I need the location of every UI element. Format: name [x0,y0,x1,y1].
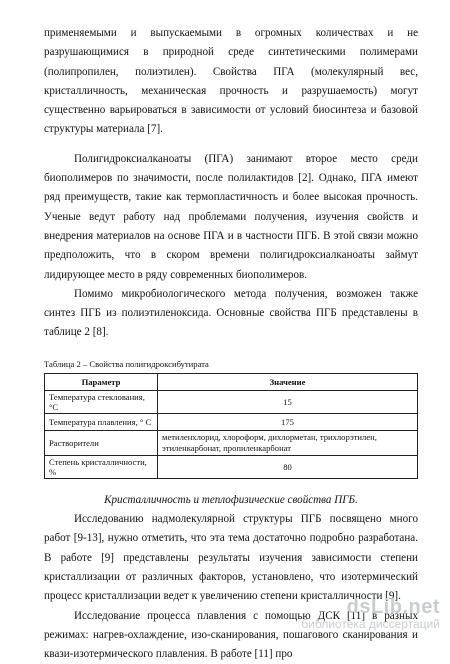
row-parameter: Растворители [45,430,158,455]
row-parameter: Степень кристалличности, % [45,455,158,478]
document-page [44,24,418,664]
table-row [45,413,418,430]
row-parameter: Температура стеклования, °С [45,390,158,413]
watermark-subtitle: библиотека диссертаций [301,617,440,631]
row-value: 175 [158,413,418,430]
table-row [45,430,418,455]
section-title: Кристалличность и теплофизические свойства ПГБ. [104,493,358,506]
properties-table [44,373,418,479]
paragraph-1: применяемыми и выпускаемыми в огромных количествах и не разрушающимися в природной среде синтетическими полимерами (полипропилен, полиэтилен). Свойства ПГА (молекулярный вес, кристалличность, механическая прочность и разрушаемость) могут существенно варьироваться в зависимости от условий биосинтеза и базовой структуры материала [7]. [44,27,418,136]
header-value: Значение [158,373,418,390]
paragraph-5: Исследование процесса плавления с помощью ДСК [11] в разных режимах: нагрев-охлаждение, изо-сканирования, пошагового сканирования и квази-изотермического плавления. В работе [11] про [44,609,418,661]
row-value: метиленхлорид, хлороформ, дихлорметан, трихлорэтилен, этиленкарбонат, пропиленкарбонат [158,430,418,455]
watermark [301,596,440,631]
table-row [45,390,418,413]
watermark-logo: dsLib.net [346,596,440,618]
paragraph-3: Помимо микробиологического метода получения, возможен также синтез ПГБ из полиэтиленоксида. Основные свойства ПГБ представлены в таблице 2 [8]. [44,287,418,339]
table-row [45,455,418,478]
table-caption: Таблица 2 – Свойства полигидроксибутирата [44,358,209,369]
paragraph-2: Полигидроксиалканоаты (ПГА) занимают второе место среди биополимеров по значимости, после полилактидов [2]. Однако, ПГА имеют ряд преимуществ, такие как термопластичность и более высокая прочность. Ученые ведут работу над проблемами получения, изучения свойств и внедрения материалов на основе ПГА и в частности ПГБ. В этой связи можно предположить, что в скором времени полигидроксиалканоаты займут лидирующее место в ряду современных биополимеров. [44,152,418,281]
table-header-row [45,373,418,390]
row-value: 80 [158,455,418,478]
row-value: 15 [158,390,418,413]
row-parameter: Температура плавления, ° С [45,413,158,430]
header-parameter: Параметр [45,373,158,390]
paragraph-4: Исследованию надмолекулярной структуры ПГБ посвящено много работ [9-13], нужно отметить, что эта тема достаточно подробно разработана. В работе [9] представлены результаты изучения зависимости степени кристаллизации от различных факторов, установлено, что изотермический процесс кристаллизации ведет к увеличению степени кристалличности [9]. [44,513,418,603]
